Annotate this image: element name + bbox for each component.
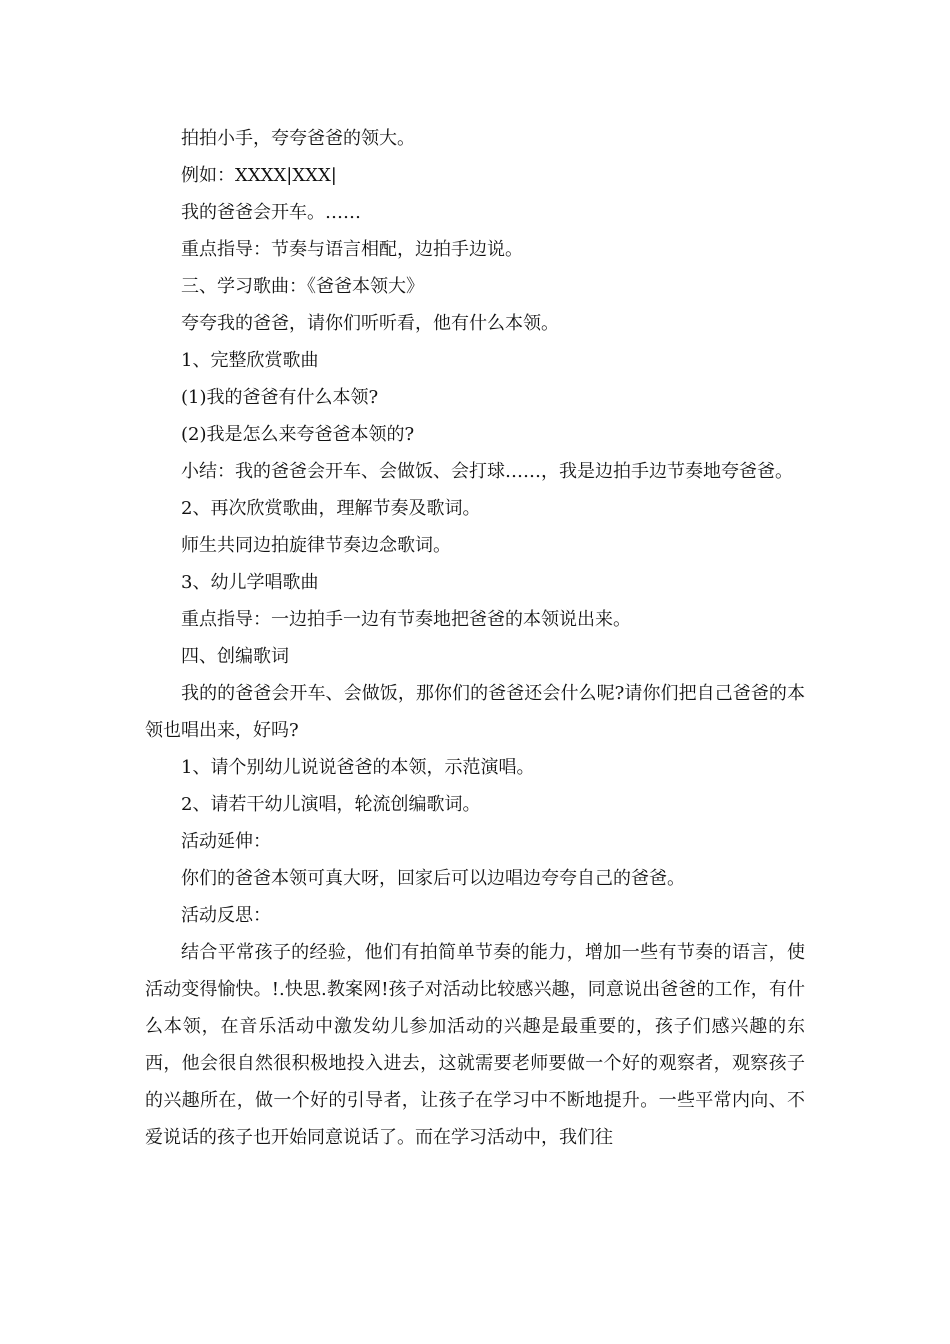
step-listen-again: 2、再次欣赏歌曲，理解节奏及歌词。 bbox=[181, 498, 481, 519]
paragraph-dad-drives: 我的爸爸会开车。…… bbox=[181, 202, 361, 223]
section-heading-create-lyrics: 四、创编歌词 bbox=[181, 646, 289, 667]
paragraph-clap-hands: 拍拍小手，夸夸爸爸的领大。 bbox=[181, 128, 415, 149]
question-1: (1)我的爸爸有什么本领? bbox=[181, 387, 379, 408]
paragraph-create-lyrics: 我的的爸爸会开车、会做饭，那你们的爸爸还会什么呢?请你们把自己爸爸的本领也唱出来，好吗? bbox=[145, 683, 805, 741]
step-group-sing: 2、请若干幼儿演唱，轮流创编歌词。 bbox=[181, 794, 481, 815]
question-2: (2)我是怎么来夸爸爸本领的? bbox=[181, 424, 415, 445]
section-heading-learn-song: 三、学习歌曲：《爸爸本领大》 bbox=[181, 276, 424, 297]
heading-activity-extension: 活动延伸： bbox=[181, 831, 271, 852]
paragraph-activity-extension: 你们的爸爸本领可真大呀，回家后可以边唱边夸夸自己的爸爸。 bbox=[181, 868, 685, 889]
paragraph-rhythm-example: 例如：XXXX|XXX| bbox=[181, 165, 337, 186]
document-body bbox=[145, 120, 805, 1156]
step-learn-sing: 3、幼儿学唱歌曲 bbox=[181, 572, 319, 593]
paragraph-activity-reflection: 结合平常孩子的经验，他们有拍简单节奏的能力，增加一些有节奏的语言，使活动变得愉快。!.快思.教案网!孩子对活动比较感兴趣，同意说出爸爸的工作，有什么本领，在音乐活动中激发幼儿参加活动的兴趣是最重要的，孩子们感兴趣的东西，他会很自然很积极地投入进去，这就需要老师要做一个好的观察者，观察孩子的兴趣所在，做一个好的引导者，让孩子在学习中不断地提升。一些平常内向、不爱说话的孩子也开始同意说话了。而在学习活动中，我们往 bbox=[145, 942, 805, 1148]
step-full-listen: 1、完整欣赏歌曲 bbox=[181, 350, 319, 371]
heading-activity-reflection: 活动反思： bbox=[181, 905, 271, 926]
paragraph-key-guidance-2: 重点指导：一边拍手一边有节奏地把爸爸的本领说出来。 bbox=[181, 609, 631, 630]
paragraph-praise-dad: 夸夸我的爸爸，请你们听听看，他有什么本领。 bbox=[181, 313, 559, 334]
paragraph-summary: 小结：我的爸爸会开车、会做饭、会打球……，我是边拍手边节奏地夸爸爸。 bbox=[181, 461, 793, 482]
paragraph-teacher-student: 师生共同边拍旋律节奏边念歌词。 bbox=[181, 535, 451, 556]
step-individual-sing: 1、请个别幼儿说说爸爸的本领，示范演唱。 bbox=[181, 757, 535, 778]
paragraph-key-guidance-1: 重点指导：节奏与语言相配，边拍手边说。 bbox=[181, 239, 523, 260]
